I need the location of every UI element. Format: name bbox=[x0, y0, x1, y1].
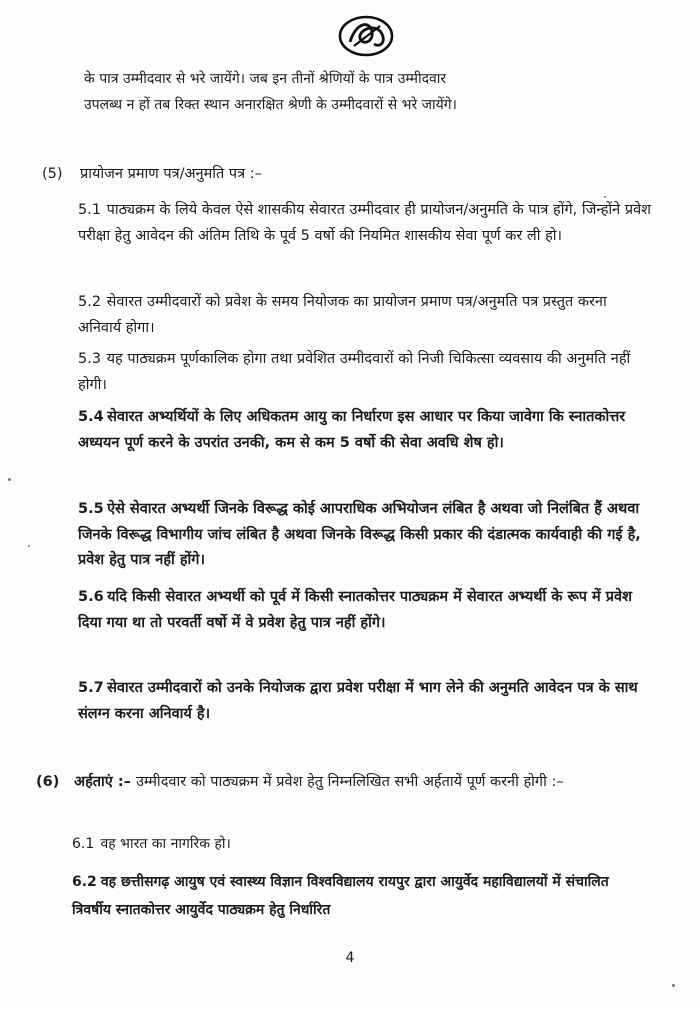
item-text: यह पाठ्यक्रम पूर्णकालिक होगा तथा प्रवेशित उम्मीदवारों को निजी चिकित्सा व्यवसाय की अनुमति नहीं होगी। bbox=[78, 351, 631, 393]
section-5-title: प्रायोजन प्रमाण पत्र/अनुमति पत्र :– bbox=[80, 166, 262, 182]
item-number: 6.1 bbox=[72, 836, 95, 852]
scan-speck bbox=[8, 478, 11, 481]
item-text: वह छत्तीसगढ़ आयुष एवं स्वास्थ्य विज्ञान विश्वविद्यालय रायपुर द्वारा आयुर्वेद महाविद्यालयों में संचालित त्रिवर्षीय स्नातकोत्तर आयुर्वेद पाठ्यक्रम हेतु निर्धारित bbox=[72, 874, 609, 918]
scan-speck bbox=[28, 545, 30, 547]
continuation-line-1: के पात्र उम्मीदवार से भरे जायेंगे। जब इन तीनों श्रेणियों के पात्र उम्मीदवार bbox=[84, 71, 447, 87]
list-item-5-2 bbox=[78, 290, 652, 341]
page-number: 4 bbox=[345, 950, 355, 966]
scan-speck bbox=[672, 984, 675, 987]
item-number: 5.1 bbox=[78, 202, 102, 218]
item-text: सेवारत अभ्यर्थियों के लिए अधिकतम आयु का निर्धारण इस आधार पर किया जावेगा कि स्नातकोत्तर अध्ययन पूर्ण करने के उपरांत उनकी, कम से कम 5 वर्षो की सेवा अवधि शेष हो। bbox=[78, 409, 626, 451]
item-text: ऐसे सेवारत अभ्यर्थी जिनके विरूद्ध कोई आपराधिक अभियोजन लंबित है अथवा जो निलंबित हैं अथवा जिनके विरूद्ध विभागीय जांच लंबित है अथवा जिनके विरूद्ध किसी प्रकार की दंडात्मक कार्यवाही की गई है, प्रवेश हेतु पात्र नहीं होंगे। bbox=[78, 501, 641, 568]
list-item-5-7 bbox=[78, 676, 652, 727]
item-number: 6.2 bbox=[72, 874, 97, 890]
list-item-5-3 bbox=[78, 347, 652, 398]
section-5-number: (5) bbox=[42, 166, 63, 182]
scan-speck bbox=[604, 196, 606, 198]
item-number: 5.7 bbox=[78, 680, 104, 696]
section-6-intro: उम्मीदवार को पाठ्यक्रम में प्रवेश हेतु निम्नलिखित सभी अर्हतायें पूर्ण करनी होगी :– bbox=[135, 774, 564, 790]
handwritten-initials-mark bbox=[336, 12, 400, 60]
list-item-5-5 bbox=[78, 497, 652, 574]
list-item-6-2 bbox=[72, 868, 652, 924]
item-number: 5.5 bbox=[78, 501, 104, 517]
item-text: वह भारत का नागरिक हो। bbox=[100, 836, 231, 852]
list-item-6-1 bbox=[72, 830, 652, 858]
item-number: 5.4 bbox=[78, 409, 104, 425]
continuation-paragraph bbox=[84, 66, 664, 118]
continuation-line-2: उपलब्ध न हों तब रिक्त स्थान अनारक्षित श्रेणी के उम्मीदवारों से भरे जायेंगे। bbox=[84, 97, 457, 113]
item-text: सेवारत उम्मीदवारों को उनके नियोजक द्वारा प्रवेश परीक्षा में भाग लेने की अनुमति आवेदन पत्र के साथ संलग्न करना अनिवार्य है। bbox=[78, 680, 638, 722]
section-5-heading bbox=[42, 162, 262, 186]
section-6-heading bbox=[36, 770, 656, 794]
item-text: पाठ्यक्रम के लिये केवल ऐसे शासकीय सेवारत उम्मीदवार ही प्रायोजन/अनुमति के पात्र होंगे, जिन्होंने प्रवेश परीक्षा हेतु आवेदन की अंतिम तिथि के पूर्व 5 वर्षो की नियमित शासकीय सेवा पूर्ण कर ली हो। bbox=[78, 202, 651, 244]
item-number: 5.6 bbox=[78, 589, 104, 605]
list-item-5-6 bbox=[78, 585, 652, 636]
section-6-title: अर्हताएं :– bbox=[74, 774, 131, 790]
item-text: सेवारत उम्मीदवारों को प्रवेश के समय नियोजक का प्रायोजन प्रमाण पत्र/अनुमति पत्र प्रस्तुत करना अनिवार्य होगा। bbox=[78, 294, 607, 336]
item-number: 5.2 bbox=[78, 294, 102, 310]
item-number: 5.3 bbox=[78, 351, 102, 367]
section-6-number: (6) bbox=[36, 774, 60, 790]
item-text: यदि किसी सेवारत अभ्यर्थी को पूर्व में किसी स्नातकोत्तर पाठ्यक्रम में सेवारत अभ्यर्थी के रूप में प्रवेश दिया गया था तो परवर्ती वर्षो में वे प्रवेश हेतु पात्र नहीं होंगे। bbox=[78, 589, 632, 631]
list-item-5-4 bbox=[78, 405, 652, 456]
list-item-5-1 bbox=[78, 198, 652, 249]
